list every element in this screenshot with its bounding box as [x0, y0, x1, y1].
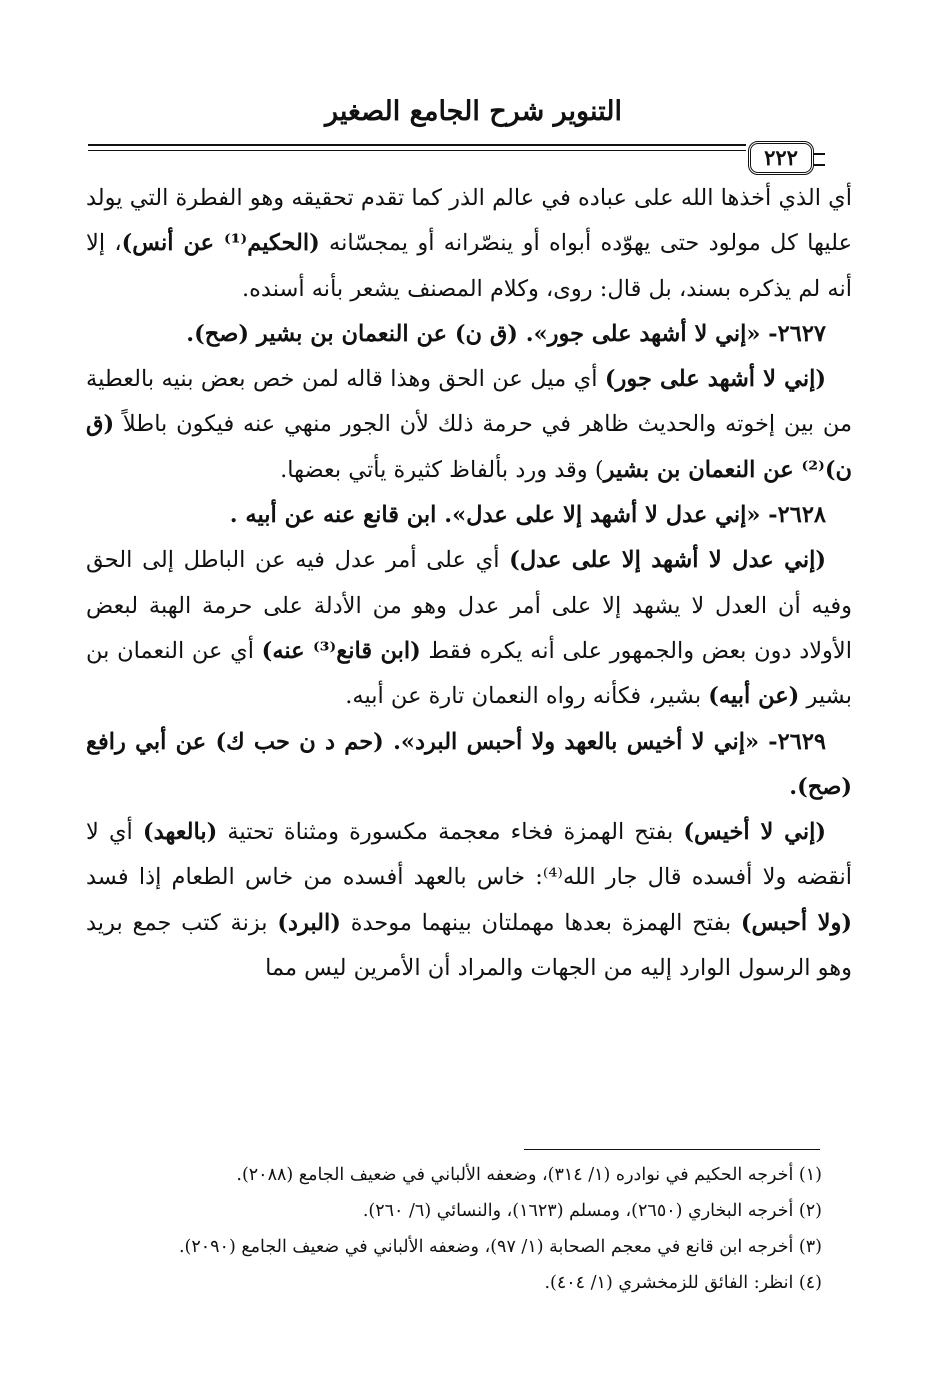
hadith-2628-heading: ٢٦٢٨- «إني عدل لا أشهد إلا على عدل». ابن قانع عنه عن أبيه . — [229, 502, 826, 529]
footnote-1: (١) أخرجه الحكيم في نوادره (١/ ٣١٤)، وضعفه الألباني في ضعيف الجامع (٢٠٨٨). — [236, 1165, 822, 1185]
footnote-2: (٢) أخرجه البخاري (٢٦٥٠)، ومسلم (١٦٢٣)، والنسائي (٦/ ٢٦٠). — [362, 1201, 822, 1221]
body-text — [86, 176, 852, 991]
header-rule-thin — [88, 150, 746, 151]
hadith-2627-heading: ٢٦٢٧- «إني لا أشهد على جور». (ق ن) عن النعمان بن بشير (صح). — [186, 320, 826, 347]
header-rule — [88, 144, 746, 146]
footnote-4: (٤) انظر: الفائق للزمخشري (١/ ٤٠٤). — [544, 1273, 822, 1293]
hadith-2629-heading: ٢٦٢٩- «إني لا أخيس بالعهد ولا أحبس البرد». (حم د ن حب ك) عن أبي رافع (صح). — [86, 728, 852, 800]
footnote-3: (٣) أخرجه ابن قانع في معجم الصحابة (١/ ٩٧)، وضعفه الألباني في ضعيف الجامع (٢٠٩٠). — [178, 1237, 822, 1257]
paragraph-intro: أي الذي أخذها الله على عباده في عالم الذر كما تقدم تحقيقه وهو الفطرة التي يولد عليها كل مولود حتى يهوّده أبواه أو ينصّرانه أو يمجسّانه (الحكيم⁽¹⁾ عن أنس)، إلا أنه لم يذكره بسند، بل قال: روى، وكلام المصنف يشعر بأنه أسنده. — [86, 185, 852, 302]
running-title: التنوير شرح الجامع الصغير — [325, 96, 622, 127]
page-number: ٢٢٢ — [748, 141, 814, 175]
hadith-2629-commentary: (إني لا أخيس) بفتح الهمزة فخاء معجمة مكسورة ومثناة تحتية (بالعهد) أي لا أنقضه ولا أفسده قال جار الله⁽⁴⁾: خاس بالعهد أفسده من خاس الطعام إذا فسد (ولا أحبس) بفتح الهمزة بعدها مهملتان بينهما موحدة (البرد) بزنة كتب جمع بريد وهو الرسول الوارد إليه من الجهات والمراد أن الأمرين ليس مما — [86, 819, 852, 982]
footnote-separator — [524, 1149, 820, 1150]
hadith-2628-commentary: (إني عدل لا أشهد إلا على عدل) أي على أمر عدل فيه عن الباطل إلى الحق وفيه أن العدل لا يشهد إلا على أمر عدل وهو من الأدلة على حرمة الهبة لبعض الأولاد دون بعض والجمهور على أنه يكره فقط (ابن قانع⁽³⁾ عنه) أي عن النعمان بن بشير (عن أبيه) بشير، فكأنه رواه النعمان تارة عن أبيه. — [86, 547, 853, 710]
hadith-2627-commentary: (إني لا أشهد على جور) أي ميل عن الحق وهذا قاله لمن خص بعض بنيه بالعطية من بين إخوته والحديث ظاهر في حرمة ذلك لأن الجور منهي عنه فيكون باطلاً (ق ن)⁽²⁾ عن النعمان بن بشير) وقد ورد بألفاظ كثيرة يأتي بعضها. — [86, 366, 852, 483]
footnotes — [120, 1157, 822, 1301]
